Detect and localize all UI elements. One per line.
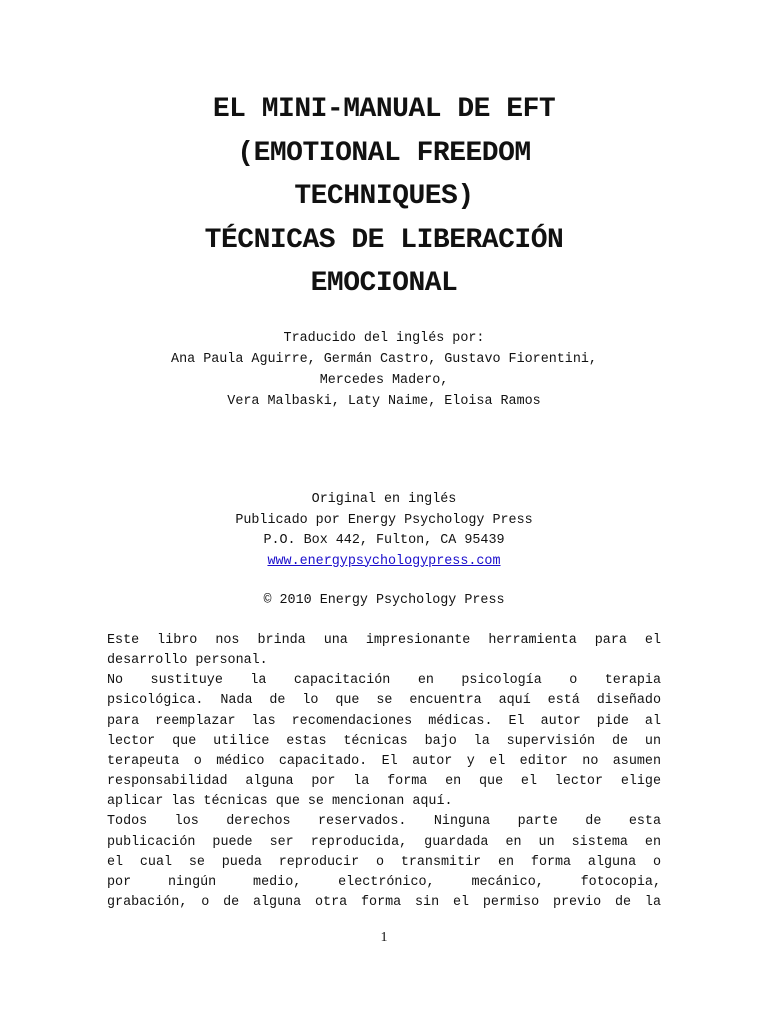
body-line: lector que utilice estas técnicas bajo la supervisión de un [107, 733, 661, 749]
title-line-4: TÉCNICAS DE LIBERACIÓN [204, 224, 564, 256]
original-language-note: Original en inglés [311, 492, 457, 507]
body-line: desarrollo personal. [107, 653, 268, 669]
publisher-info [0, 490, 768, 572]
title-line-3: TECHNIQUES) [294, 181, 474, 212]
body-line: para reemplazar las recomendaciones médicas. El autor pide al [107, 713, 661, 729]
title-line-2: (EMOTIONAL FREEDOM [237, 137, 531, 169]
translator-names-2: Mercedes Madero, [319, 373, 449, 388]
body-line: No sustituye la capacitación en psicología o terapia [107, 673, 661, 689]
document-title [0, 88, 768, 306]
translator-names-3: Vera Malbaski, Laty Naime, Eloisa Ramos [227, 394, 541, 409]
translator-names-1: Ana Paula Aguirre, Germán Castro, Gustavo Fiorentini, [171, 352, 597, 367]
body-line: responsabilidad alguna por la forma en que el lector elige [107, 774, 661, 790]
body-line: publicación puede ser reproducida, guardada en un sistema en [107, 834, 661, 850]
page-number: 1 [380, 930, 388, 945]
body-line: psicológica. Nada de lo que se encuentra aquí está diseñado [107, 693, 661, 709]
credits-heading: Traducido del inglés por: [283, 331, 485, 346]
body-line: grabación, o de alguna otra forma sin el permiso previo de la [107, 895, 661, 911]
body-line: el cual se pueda reproducir o transmitir en forma alguna o [107, 854, 661, 870]
body-line: aplicar las técnicas que se mencionan aquí. [107, 794, 453, 810]
publisher-address: P.O. Box 442, Fulton, CA 95439 [263, 533, 505, 548]
body-line: por ningún medio, electrónico, mecánico, fotocopia, [107, 874, 661, 890]
copyright-notice: © 2010 Energy Psychology Press [263, 593, 505, 608]
title-line-1: EL MINI-MANUAL DE EFT [212, 94, 556, 125]
body-line: terapeuta o médico capacitado. El autor y el editor no asumen [107, 753, 661, 769]
title-line-5: EMOCIONAL [310, 268, 458, 299]
publisher-website-link[interactable]: www.energypsychologypress.com [267, 553, 501, 569]
publisher-name: Publicado por Energy Psychology Press [235, 512, 533, 528]
body-line: Este libro nos brinda una impresionante herramienta para el [107, 633, 661, 648]
translation-credits [0, 328, 768, 412]
body-line: Todos los derechos reservados. Ninguna parte de esta [107, 814, 661, 830]
disclaimer-text [107, 631, 661, 913]
